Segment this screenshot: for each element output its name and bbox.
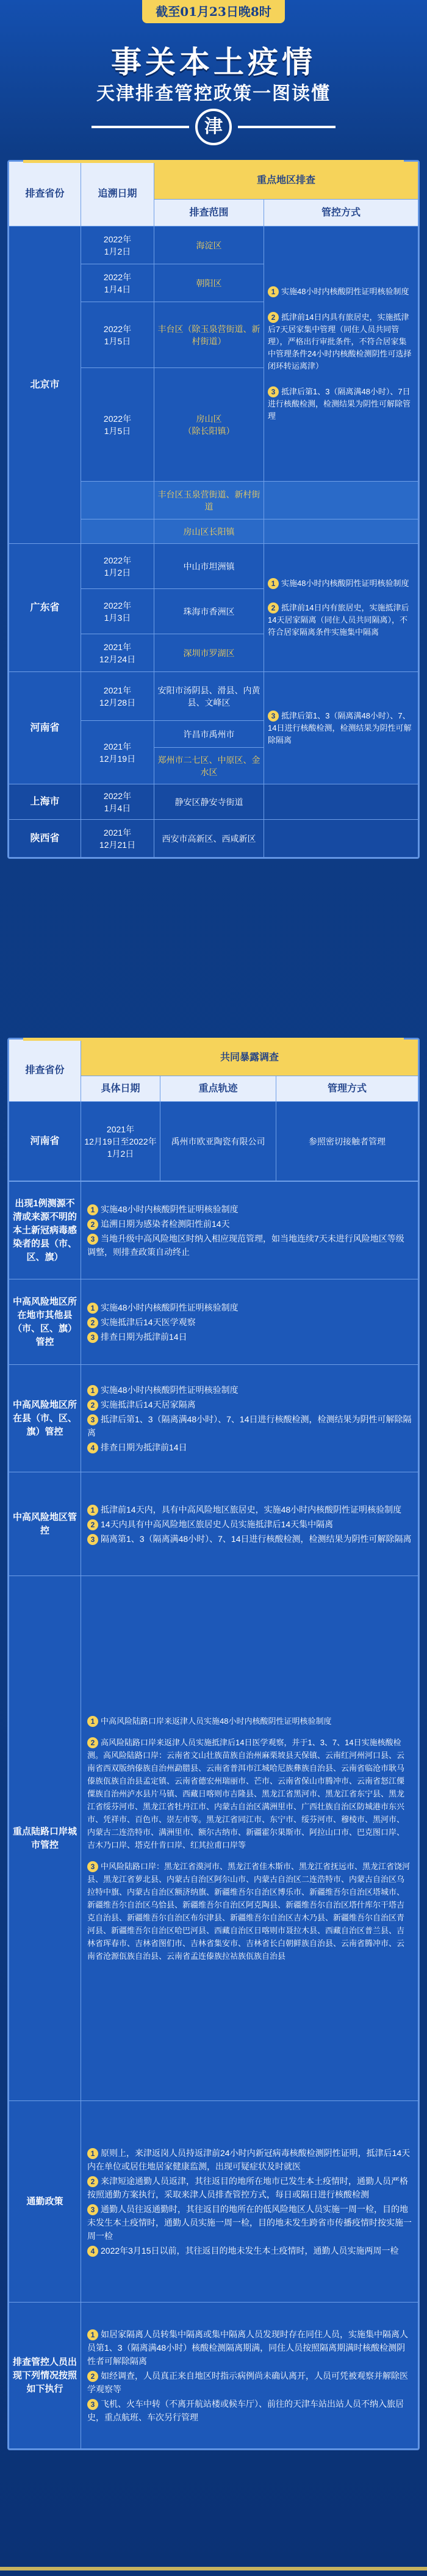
row-range: 朝阳区 xyxy=(154,264,264,302)
row-range: 房山区长阳镇 xyxy=(154,519,264,544)
row-date: 2022年 1月4日 xyxy=(81,264,154,302)
empty-cell xyxy=(264,519,418,544)
province-beijing: 北京市 xyxy=(9,226,81,544)
emblem-divider-left xyxy=(92,126,189,128)
header-mgmt: 管理方式 xyxy=(276,1076,418,1102)
key-area-panel xyxy=(7,160,420,859)
rule-items: 1 中高风险陆路口岸来返津人员实施48小时内核酸阴性证明核验制度 2 高风险陆路口岸来返津人员实施抵津后14日医学观察，并于1、3、7、14日实施核酸检测。高风险陆路口岸：云南省文山壮族苗族自治州麻栗坡县天保镇、云南红河州河口县、云南省西双版纳傣族自治州勐腊县、云南省普洱市江城哈尼族彝族自治县、云南省临沧市耿马傣族佤族自治县孟定镇、云南省德宏州瑞丽市、芒市、云南省保山市腾冲市、云南省怒江傈僳族自治州泸水县片马镇、西藏日喀则市吉隆县、黑龙江省黑河市、黑龙江省东宁县、黑龙江省绥芬河市、黑龙江省牡丹江市、内蒙古自治区满洲里市、广西壮族自治区防城港市东兴市、凭祥市、百色市、崇左市等。黑龙江省同江市、东宁市、绥芬河市、穆棱市、黑河市、内蒙古二连浩特市、满洲里市、额尔古纳市、新疆霍尔果斯市、阿拉山口市、巴克图口岸、吉木乃口岸、塔克什肯口岸、红其拉甫口岸等 3 中风险陆路口岸：黑龙江省漠河市、黑龙江省佳木斯市、黑龙江省抚远市、黑龙江省饶河县、黑龙江省萝北县、内蒙古自治区阿尔山市、内蒙古自治区二连浩特市、内蒙古自治区乌拉特中旗、内蒙古自治区额济纳旗、新疆维吾尔自治区博乐市、新疆维吾尔自治区塔城市、新疆维吾尔自治区乌恰县、新疆维吾尔自治区阿克陶县、新疆维吾尔自治区塔什库尔干塔吉克自治县、新疆维吾尔自治区布尔津县、新疆维吾尔自治区吉木乃县、新疆维吾尔自治区青河县、新疆维吾尔自治区哈巴河县、西藏自治区日喀则市聂拉木县、西藏自治区普兰县、吉林省珲春市、吉林省图们市、吉林省集安市、吉林省长白朝鲜族自治县、云南省腾冲市、云南省沧源佤族自治县、云南省孟连傣族拉祜族佤族自治县 xyxy=(81,1576,418,2101)
row-date: 2022年 1月4日 xyxy=(81,784,154,820)
rule-category: 通勤政策 xyxy=(9,2101,81,2303)
guangdong-mgmt: 1 实施48小时内核酸阴性证明核验制度 2 抵津前14日内有旅居史，实施抵津后14天居家隔离（同住人员共同隔离），不符合居家隔离条件实施集中隔离 xyxy=(264,544,418,672)
header-track: 重点轨迹 xyxy=(160,1076,276,1102)
header xyxy=(0,0,427,157)
rule-items: 1 原则上，来津返岗人员持返津前24小时内新冠病毒核酸检测阴性证明，抵津后14天内在单位或居住地居家健康监测，出现可疑症状及时就医 2 来津短途通勤人员返津，其往返目的地所在地市已发生本土疫情时，通勤人员严格按照通勤方案执行，采取来津人员排查管控方式，每日或隔日进行核酸检测 3 通勤人员往返通勤时，其往返目的地所在的低风险地区人员实施一周一检，目的地未发生本土疫情时，通勤人员实施一周一检，目的地未发生跨省市传播疫情时按实施一周一检 4 2022年3月15日以前，其往返目的地未发生本土疫情时，通勤人员实施两周一检 xyxy=(81,2101,418,2303)
rule-category: 中高风险地区所在县（市、区、旗）管控 xyxy=(9,1365,81,1472)
header-common-exposure: 共同暴露调查 xyxy=(81,1040,418,1076)
henan-mgmt: 3 抵津后第1、3（隔离满48小时）、7、14日进行核酸检测，检测结果为阴性可解除隔离 xyxy=(264,672,418,784)
row-range: 丰台区（除玉泉营街道、新村街道） xyxy=(154,302,264,368)
rule-items: 1 抵津前14天内，具有中高风险地区旅居史，实施48小时内核酸阴性证明核验制度 2 14天内具有中高风险地区旅居史人员实施抵津后14天集中隔离 3 隔离第1、3（隔离满48小时）、7、14日进行核酸检测，检测结果为阴性可解除隔离 xyxy=(81,1472,418,1576)
province-henan: 河南省 xyxy=(9,1102,81,1181)
row-date: 2021年 12月28日 xyxy=(81,672,154,721)
header-range: 排查范围 xyxy=(154,200,264,226)
rule-items: 1 实施48小时内核酸阴性证明核验制度 2 实施抵津后14天医学观察 3 排查日期为抵津前14日 xyxy=(81,1279,418,1365)
date-tag: 截至01月23日晚8时 xyxy=(142,0,285,23)
row-date: 2022年 1月5日 xyxy=(81,368,154,482)
row-date: 2021年 12月21日 xyxy=(81,820,154,858)
panel-accent xyxy=(23,1038,404,1041)
emblem-divider-right xyxy=(238,126,336,128)
header-date: 追溯日期 xyxy=(81,162,154,226)
page-title: 事关本土疫情 xyxy=(111,45,316,79)
row-range: 中山市坦洲镇 xyxy=(154,544,264,589)
rules-table xyxy=(9,1181,418,2449)
beijing-mgmt: 1 实施48小时内核酸阴性证明核验制度 2 抵津前14日内具有旅居史，实施抵津后7天居家集中管理（同住人员共同管理），严格出行审批条件，不符合居家集中管理条件24小时内核酸检测阴性可选择闭环转运离津） 3 抵津后第1、3（隔离满48小时）、7日进行核酸检测，检测结果为阴性可解除管理 xyxy=(264,226,418,482)
row-date: 2021年 12月24日 xyxy=(81,634,154,672)
row-range: 海淀区 xyxy=(154,226,264,264)
header-mgmt: 管控方式 xyxy=(264,200,418,226)
rule-items: 1 实施48小时内核酸阴性证明核验制度 2 实施抵津后14天居家隔离 3 抵津后第1、3（隔离满48小时）、7、14日进行核酸检测，检测结果为阴性可解除隔离 4 排查日期为抵津前14日 xyxy=(81,1365,418,1472)
empty-cell xyxy=(264,784,418,820)
row-date: 2021年 12月19日 xyxy=(81,721,154,784)
empty-cell xyxy=(264,482,418,519)
common-exposure-table xyxy=(9,1039,418,1181)
row-date xyxy=(81,482,154,519)
row-range: 丰台区玉泉营街道、新村街道 xyxy=(154,482,264,519)
footer-accent xyxy=(0,2567,427,2571)
row-date: 2022年 1月5日 xyxy=(81,302,154,368)
rule-items: 1 如居家隔离人员转集中隔离或集中隔离人员发现时存在同住人员，实施集中隔离人员第1、3（隔离满48小时）核酸检测隔离期满，同住人员按照隔离期满时核酸检测阴性者可解除隔离 2 如经调查，人员真正来自地区时指示病例尚未确认离开，人员可凭被观察并解除医学观察等 3 飞机、火车中转（不离开航站楼或候车厅）、前往的天津车站出站人员不纳入旅居史，重点航班、车次另行管理 xyxy=(81,2303,418,2449)
exposure-track: 禹州市欧亚陶瓷有限公司 xyxy=(160,1102,276,1181)
row-range: 深圳市罗湖区 xyxy=(154,634,264,672)
rule-category: 中高风险地区管控 xyxy=(9,1472,81,1576)
row-range: 静安区静安寺街道 xyxy=(154,784,264,820)
row-date xyxy=(81,519,154,544)
exposure-date: 2021年 12月19日至2022年 1月2日 xyxy=(81,1102,160,1181)
exposure-mgmt: 参照密切接触者管理 xyxy=(276,1102,418,1181)
rule-category: 出现1例测源不清或来源不明的本土新冠病毒感染者的县（市、区、旗） xyxy=(9,1182,81,1279)
rule-category: 中高风险地区所在地市其他县（市、区、旗）管控 xyxy=(9,1279,81,1365)
row-range: 郑州市二七区、中原区、金水区 xyxy=(154,748,264,784)
page-subtitle: 天津排查管控政策一图读懂 xyxy=(96,84,331,104)
row-range: 西安市高新区、西咸新区 xyxy=(154,820,264,858)
province-henan: 河南省 xyxy=(9,672,81,784)
row-range: 安阳市汤阴县、滑县、内黄县、文峰区 xyxy=(154,672,264,721)
header-province: 排查省份 xyxy=(9,162,81,226)
empty-cell xyxy=(264,820,418,858)
province-guangdong: 广东省 xyxy=(9,544,81,672)
row-range: 许昌市禹州市 xyxy=(154,721,264,748)
header-key-area: 重点地区排查 xyxy=(154,162,418,200)
rule-category: 排查管控人员出现下列情况按照如下执行 xyxy=(9,2303,81,2449)
row-date: 2022年 1月2日 xyxy=(81,226,154,264)
row-date: 2022年 1月3日 xyxy=(81,589,154,634)
province-shaanxi: 陕西省 xyxy=(9,820,81,858)
row-range: 房山区 （除长阳镇） xyxy=(154,368,264,482)
province-shanghai: 上海市 xyxy=(9,784,81,820)
key-area-table xyxy=(9,161,418,858)
header-date: 具体日期 xyxy=(81,1076,160,1102)
common-exposure-panel xyxy=(7,1038,420,2450)
tianjin-emblem-icon: 津 xyxy=(195,109,232,145)
panel-accent xyxy=(23,160,404,163)
rule-items: 1 实施48小时内核酸阴性证明核验制度 2 追溯日期为感染者检测阳性前14天 3 当地升级中高风险地区时纳入相应现范管理，如当地连续7天未进行风险地区等级调整，则排查政策自动终止 xyxy=(81,1182,418,1279)
row-date: 2022年 1月2日 xyxy=(81,544,154,589)
rule-category: 重点陆路口岸城市管控 xyxy=(9,1576,81,2101)
row-range: 珠海市香洲区 xyxy=(154,589,264,634)
header-province: 排查省份 xyxy=(9,1040,81,1102)
